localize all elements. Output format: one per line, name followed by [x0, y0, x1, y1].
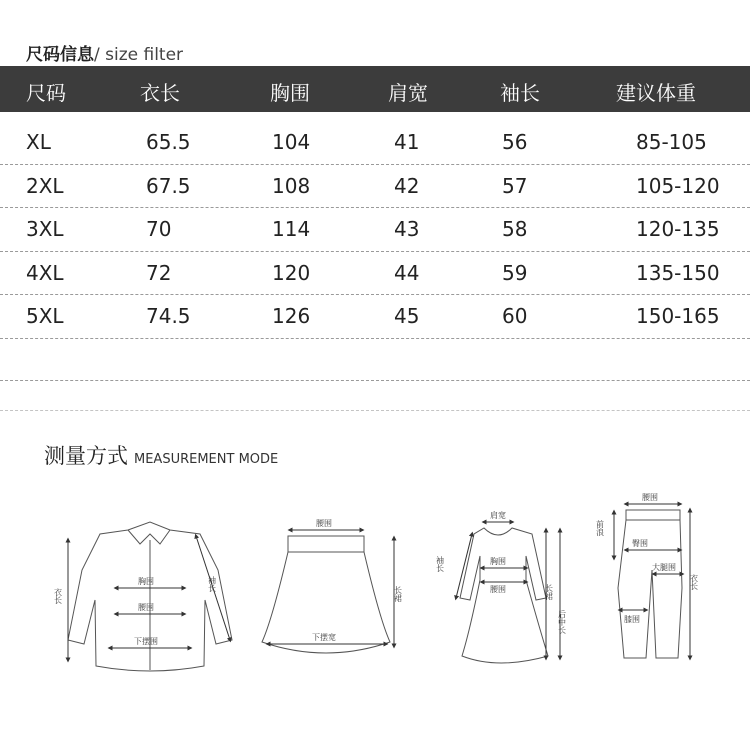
pants-front-rise-label: 前浪 [595, 520, 605, 536]
cell-chest: 108 [272, 174, 311, 198]
cell-sleeve: 59 [502, 261, 528, 285]
measurement-title-en: MEASUREMENT MODE [134, 452, 279, 467]
shirt-length-label: 衣长 [53, 588, 63, 604]
cell-length: 70 [146, 217, 172, 241]
skirt-waist-label: 腰围 [316, 519, 332, 528]
size-table-header [0, 66, 750, 112]
cell-shoulder: 45 [394, 304, 420, 328]
dress-sleeve-label: 袖长 [435, 556, 445, 572]
cell-weight: 150-165 [636, 304, 720, 328]
row-divider [0, 338, 750, 339]
measurement-title-cn: 测量方式 [44, 444, 128, 468]
cell-length: 72 [146, 261, 172, 285]
cell-sleeve: 60 [502, 304, 528, 328]
table-row [0, 251, 750, 295]
table-row [0, 120, 750, 164]
cell-length: 67.5 [146, 174, 191, 198]
cell-size: 4XL [26, 261, 64, 285]
cell-length: 74.5 [146, 304, 191, 328]
header-size: 尺码 [26, 81, 66, 105]
shirt-diagram [68, 522, 232, 671]
cell-chest: 114 [272, 217, 311, 241]
dress-length-label: 长裙 [544, 584, 554, 600]
table-row [0, 207, 750, 251]
cell-shoulder: 41 [394, 130, 420, 154]
dress-waist-label: 腰围 [490, 585, 506, 594]
cell-chest: 126 [272, 304, 311, 328]
pants-diagram [614, 504, 690, 658]
cell-size: XL [26, 130, 51, 154]
size-info-title-en: / size filter [94, 45, 184, 65]
dress-back-center-label: 后中长 [557, 610, 567, 634]
pants-knee-label: 膝围 [624, 615, 640, 624]
pants-waist-label: 腰围 [642, 493, 658, 502]
table-row [0, 294, 750, 338]
cell-shoulder: 43 [394, 217, 420, 241]
pants-thigh-label: 大腿围 [652, 563, 676, 572]
header-chest: 胸围 [270, 81, 310, 105]
dress-chest-label: 胸围 [490, 557, 506, 566]
cell-chest: 104 [272, 130, 311, 154]
size-info-title-cn: 尺码信息 [26, 45, 94, 65]
section-divider [0, 410, 750, 411]
skirt-length-label: 长裙 [393, 586, 403, 602]
cell-weight: 120-135 [636, 217, 720, 241]
cell-shoulder: 44 [394, 261, 420, 285]
cell-weight: 105-120 [636, 174, 720, 198]
skirt-hem-label: 下摆宽 [312, 633, 336, 642]
pants-hip-label: 臀围 [632, 539, 648, 548]
row-divider [0, 380, 750, 381]
header-weight: 建议体重 [616, 81, 696, 105]
pants-length-label: 衣长 [689, 574, 699, 590]
cell-length: 65.5 [146, 130, 191, 154]
cell-sleeve: 56 [502, 130, 528, 154]
cell-size: 3XL [26, 217, 64, 241]
cell-shoulder: 42 [394, 174, 420, 198]
shirt-chest-label: 胸围 [138, 577, 154, 586]
cell-size: 2XL [26, 174, 64, 198]
cell-size: 5XL [26, 304, 64, 328]
header-sleeve: 袖长 [500, 81, 540, 105]
size-info-title [26, 40, 183, 65]
cell-sleeve: 58 [502, 217, 528, 241]
dress-shoulder-label: 肩宽 [490, 511, 506, 520]
shirt-sleeve-label: 袖长 [207, 576, 217, 592]
measurement-diagrams [0, 470, 750, 690]
cell-weight: 85-105 [636, 130, 707, 154]
cell-chest: 120 [272, 261, 311, 285]
measurement-title [44, 440, 278, 470]
cell-sleeve: 57 [502, 174, 528, 198]
cell-weight: 135-150 [636, 261, 720, 285]
header-shoulder: 肩宽 [388, 81, 428, 105]
shirt-hem-label: 下摆围 [134, 637, 158, 646]
table-row [0, 164, 750, 208]
shirt-waist-label: 腰围 [138, 603, 154, 612]
header-length: 衣长 [140, 81, 180, 105]
